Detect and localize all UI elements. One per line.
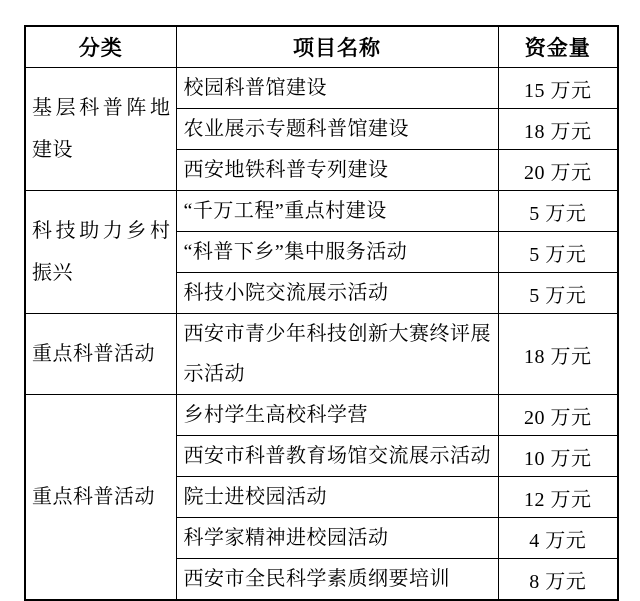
table-body xyxy=(25,68,618,601)
project-name-cell: 院士进校园活动 xyxy=(176,477,498,518)
amount-cell: 15 万元 xyxy=(498,68,618,109)
amount-cell: 4 万元 xyxy=(498,518,618,559)
project-name-cell: 西安地铁科普专列建设 xyxy=(176,150,498,191)
category-cell: 重点科普活动 xyxy=(25,314,176,395)
table-row xyxy=(25,314,618,395)
category-cell: 科技助力乡村振兴 xyxy=(25,191,176,314)
amount-cell: 5 万元 xyxy=(498,191,618,232)
table-header-row xyxy=(25,26,618,68)
table-row xyxy=(25,395,618,436)
project-name-cell: 西安市青少年科技创新大赛终评展示活动 xyxy=(176,314,498,395)
category-cell: 基层科普阵地建设 xyxy=(25,68,176,191)
project-name-cell: 西安市科普教育场馆交流展示活动 xyxy=(176,436,498,477)
project-name-cell: 科学家精神进校园活动 xyxy=(176,518,498,559)
amount-cell: 20 万元 xyxy=(498,395,618,436)
column-header-funding-amount: 资金量 xyxy=(498,26,618,68)
amount-cell: 5 万元 xyxy=(498,232,618,273)
project-name-cell: 科技小院交流展示活动 xyxy=(176,273,498,314)
amount-cell: 18 万元 xyxy=(498,109,618,150)
table-row xyxy=(25,191,618,232)
project-name-cell: “科普下乡”集中服务活动 xyxy=(176,232,498,273)
amount-cell: 10 万元 xyxy=(498,436,618,477)
project-name-cell: 校园科普馆建设 xyxy=(176,68,498,109)
column-header-project-name: 项目名称 xyxy=(176,26,498,68)
table-row xyxy=(25,68,618,109)
project-name-cell: 西安市全民科学素质纲要培训 xyxy=(176,559,498,601)
project-name-cell: “千万工程”重点村建设 xyxy=(176,191,498,232)
amount-cell: 20 万元 xyxy=(498,150,618,191)
amount-cell: 18 万元 xyxy=(498,314,618,395)
funding-table xyxy=(24,25,619,601)
category-cell: 重点科普活动 xyxy=(25,395,176,601)
project-name-cell: 农业展示专题科普馆建设 xyxy=(176,109,498,150)
amount-cell: 8 万元 xyxy=(498,559,618,601)
column-header-category: 分类 xyxy=(25,26,176,68)
amount-cell: 5 万元 xyxy=(498,273,618,314)
project-name-cell: 乡村学生高校科学营 xyxy=(176,395,498,436)
funding-table-container xyxy=(24,25,619,601)
amount-cell: 12 万元 xyxy=(498,477,618,518)
